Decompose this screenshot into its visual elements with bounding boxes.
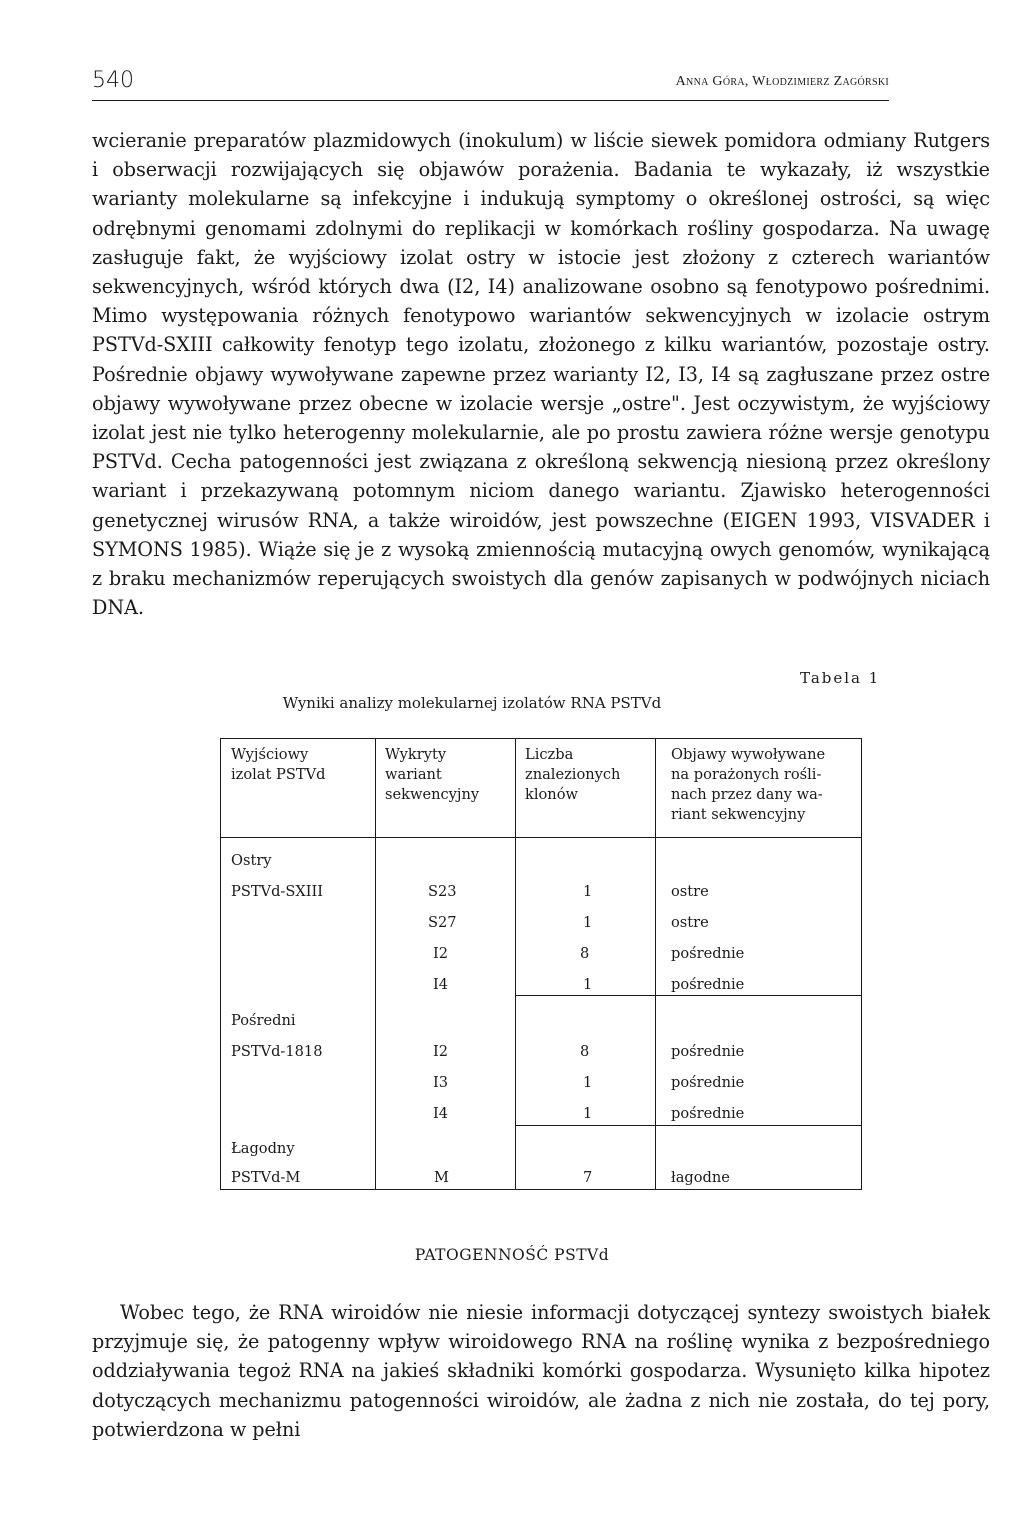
- cell-clones: 7: [583, 1169, 593, 1186]
- cell-symptoms: pośrednie: [671, 1105, 745, 1122]
- group-isolate: PSTVd-SXIII: [231, 883, 324, 900]
- cell-variant: S27: [428, 914, 457, 931]
- cell-symptoms: łagodne: [671, 1169, 730, 1186]
- table-group-rule: [515, 1125, 861, 1126]
- table-header-rule: [221, 837, 861, 838]
- group-type: Łagodny: [231, 1140, 295, 1157]
- cell-variant: M: [434, 1169, 449, 1186]
- table-column-divider: [655, 739, 656, 1189]
- table-column-divider: [375, 739, 376, 1189]
- cell-clones: 1: [583, 914, 593, 931]
- table-header-symptoms: Objawy wywoływane na porażonych rośli- nach przez dany wa- riant sekwencyjny: [671, 746, 826, 823]
- page-number: 540: [92, 68, 134, 93]
- cell-variant: I4: [433, 976, 449, 993]
- cell-clones: 8: [580, 1043, 590, 1060]
- cell-symptoms: pośrednie: [671, 976, 745, 993]
- group-type: Ostry: [231, 852, 272, 869]
- running-head: Anna Góra, Włodzimierz Zagórski: [675, 74, 889, 89]
- cell-clones: 1: [583, 1074, 593, 1091]
- cell-variant: I2: [433, 1043, 449, 1060]
- cell-clones: 8: [580, 945, 590, 962]
- page-header: [92, 66, 889, 101]
- cell-clones: 1: [583, 1105, 593, 1122]
- table-header-variant: Wykryty wariant sekwencyjny: [385, 746, 480, 803]
- cell-symptoms: pośrednie: [671, 1074, 745, 1091]
- section-title: PATOGENNOŚĆ PSTVd: [414, 1246, 610, 1264]
- results-table: [220, 738, 862, 1190]
- group-isolate: PSTVd-M: [231, 1169, 301, 1186]
- table-label: Tabela 1: [800, 669, 881, 687]
- cell-clones: 1: [583, 883, 593, 900]
- cell-variant: I4: [433, 1105, 449, 1122]
- cell-symptoms: pośrednie: [671, 1043, 745, 1060]
- cell-variant: I3: [433, 1074, 449, 1091]
- cell-symptoms: pośrednie: [671, 945, 745, 962]
- group-type: Pośredni: [231, 1012, 296, 1029]
- cell-symptoms: ostre: [671, 914, 709, 931]
- table-column-divider: [515, 739, 516, 1189]
- table-header-isolate: Wyjściowy izolat PSTVd: [231, 746, 326, 783]
- cell-clones: 1: [583, 976, 593, 993]
- table-group-rule: [515, 995, 861, 996]
- body-paragraph-1: wcieranie preparatów plazmidowych (inokulum) w liście siewek pomidora odmiany Rutgers i obserwacji rozwijających się objawów porażenia. Badania te wykazały, iż wszystkie warianty molekularne są infekcyjne i indukują symptomy o określonej ostrości, są więc odrębnymi genomami zdolnymi do replikacji w komórkach rośliny gospodarza. Na uwagę zasługuje fakt, że wyjściowy izolat ostry w istocie jest złożony z czterech wariantów sekwencyjnych, wśród których dwa (I2, I4) analizowane osobno są fenotypowo pośrednimi. Mimo występowania różnych fenotypowo wariantów sekwencyjnych w izolacie ostrym PSTVd-SXIII całkowity fenotyp tego izolatu, złożonego z kilku wariantów, pozostaje ostry. Pośrednie objawy wywoływane zapewne przez warianty I2, I3, I4 są zagłuszane przez ostre objawy wywoływane przez obecne w izolacie wersje „ostre". Jest oczywistym, że wyjściowy izolat jest nie tylko heterogenny molekularnie, ale po prostu zawiera różne wersje genotypu PSTVd. Cecha patogenności jest związana z określoną sekwencją niesioną przez określony wariant i przekazywaną potomnym niciom danego wariantu. Zjawisko heterogenności genetycznej wirusów RNA, a także wiroidów, jest powszechne (EIGEN 1993, VISVADER i SYMONS 1985). Wiąże się je z wysoką zmiennością mutacyjną owych genomów, wynikającą z braku mechanizmów reperujących swoistych dla genów zapisanych w podwójnych niciach DNA.: [92, 129, 990, 620]
- table-header-clones: Liczba znalezionych klonów: [525, 746, 621, 803]
- cell-variant: S23: [428, 883, 457, 900]
- group-isolate: PSTVd-1818: [231, 1043, 323, 1060]
- cell-variant: I2: [433, 945, 449, 962]
- table-caption: Wyniki analizy molekularnej izolatów RNA PSTVd: [282, 694, 662, 712]
- body-paragraph-2: Wobec tego, że RNA wiroidów nie niesie informacji dotyczącej syntezy swoistych białek przyjmuje się, że patogenny wpływ wiroidowego RNA na roślinę wynika z bezpośredniego oddziaływania tegoż RNA na jakieś składniki komórki gospodarza. Wysunięto kilka hipotez dotyczących mechanizmu patogenności wiroidów, ale żadna z nich nie została, do tej pory, potwierdzona w pełni: [92, 1301, 990, 1441]
- cell-symptoms: ostre: [671, 883, 709, 900]
